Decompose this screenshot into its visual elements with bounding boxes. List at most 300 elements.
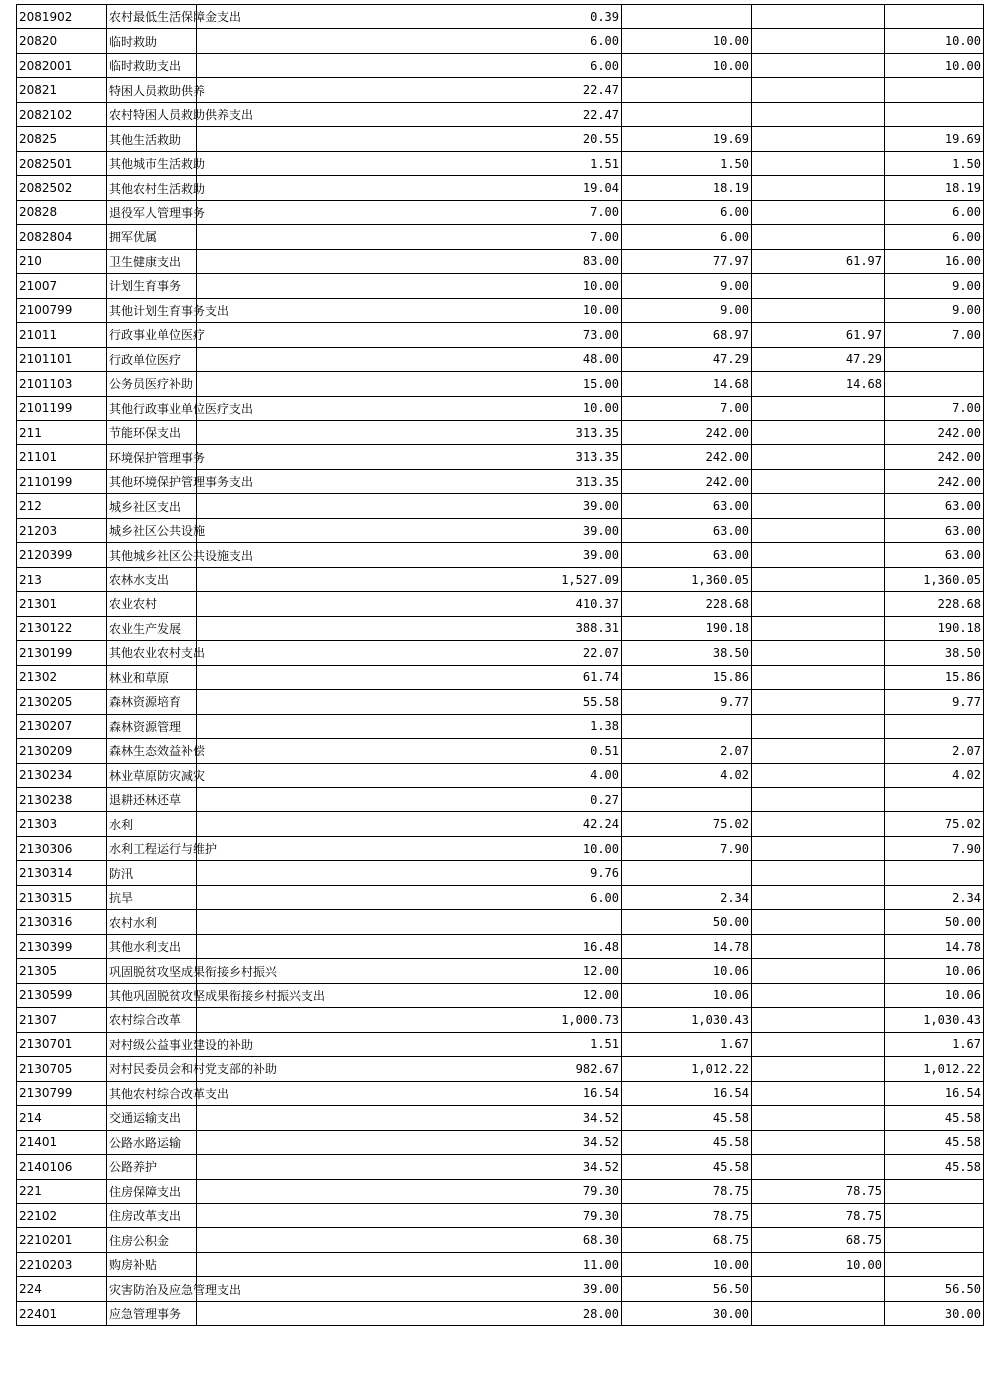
value-cell-3	[752, 1130, 885, 1154]
table-row	[17, 1008, 984, 1032]
value-cell-1: 0.51	[197, 739, 622, 763]
value-cell-2	[622, 861, 752, 885]
table-row	[17, 763, 984, 787]
name-cell: 其他农村生活救助	[107, 176, 197, 200]
code-cell: 2101101	[17, 347, 107, 371]
value-cell-2: 15.86	[622, 665, 752, 689]
table-row	[17, 347, 984, 371]
value-cell-3: 61.97	[752, 249, 885, 273]
value-cell-2: 9.77	[622, 690, 752, 714]
value-cell-3	[752, 788, 885, 812]
name-cell: 其他城乡社区公共设施支出	[107, 543, 197, 567]
value-cell-1: 10.00	[197, 836, 622, 860]
code-cell: 2130399	[17, 934, 107, 958]
name-cell: 水利	[107, 812, 197, 836]
value-cell-1: 22.07	[197, 641, 622, 665]
value-cell-1: 55.58	[197, 690, 622, 714]
code-cell: 2082502	[17, 176, 107, 200]
value-cell-1: 39.00	[197, 1277, 622, 1301]
value-cell-4: 45.58	[885, 1130, 984, 1154]
value-cell-2: 78.75	[622, 1179, 752, 1203]
code-cell: 2081902	[17, 5, 107, 29]
name-cell: 防汛	[107, 861, 197, 885]
value-cell-3	[752, 1277, 885, 1301]
value-cell-1: 39.00	[197, 518, 622, 542]
value-cell-1: 0.27	[197, 788, 622, 812]
table-row	[17, 836, 984, 860]
value-cell-2: 6.00	[622, 200, 752, 224]
code-cell: 2130314	[17, 861, 107, 885]
table-body	[17, 5, 984, 1326]
name-cell: 城乡社区支出	[107, 494, 197, 518]
value-cell-1: 79.30	[197, 1179, 622, 1203]
value-cell-1: 1.51	[197, 1032, 622, 1056]
table-row	[17, 1081, 984, 1105]
value-cell-2: 30.00	[622, 1301, 752, 1325]
value-cell-2: 6.00	[622, 225, 752, 249]
value-cell-4: 7.00	[885, 396, 984, 420]
value-cell-2: 1,012.22	[622, 1057, 752, 1081]
value-cell-4	[885, 347, 984, 371]
value-cell-3	[752, 274, 885, 298]
value-cell-3	[752, 53, 885, 77]
code-cell: 22401	[17, 1301, 107, 1325]
value-cell-2: 9.00	[622, 298, 752, 322]
value-cell-2: 10.06	[622, 959, 752, 983]
value-cell-2: 63.00	[622, 518, 752, 542]
name-cell: 拥军优属	[107, 225, 197, 249]
value-cell-3	[752, 200, 885, 224]
value-cell-1: 42.24	[197, 812, 622, 836]
value-cell-2: 63.00	[622, 543, 752, 567]
table-row	[17, 665, 984, 689]
value-cell-2: 2.07	[622, 739, 752, 763]
value-cell-2: 7.90	[622, 836, 752, 860]
name-cell: 其他水利支出	[107, 934, 197, 958]
table-row	[17, 592, 984, 616]
code-cell: 20825	[17, 127, 107, 151]
value-cell-1: 22.47	[197, 102, 622, 126]
table-row	[17, 567, 984, 591]
code-cell: 21401	[17, 1130, 107, 1154]
value-cell-1: 313.35	[197, 469, 622, 493]
name-cell: 森林生态效益补偿	[107, 739, 197, 763]
table-row	[17, 396, 984, 420]
value-cell-2: 1.67	[622, 1032, 752, 1056]
value-cell-2: 68.97	[622, 323, 752, 347]
code-cell: 21007	[17, 274, 107, 298]
name-cell: 其他行政事业单位医疗支出	[107, 396, 197, 420]
name-cell: 农业农村	[107, 592, 197, 616]
value-cell-4: 7.90	[885, 836, 984, 860]
table-row	[17, 1179, 984, 1203]
code-cell: 211	[17, 420, 107, 444]
value-cell-4: 4.02	[885, 763, 984, 787]
table-row	[17, 78, 984, 102]
value-cell-4: 63.00	[885, 518, 984, 542]
table-row	[17, 788, 984, 812]
code-cell: 2130205	[17, 690, 107, 714]
code-cell: 2130599	[17, 983, 107, 1007]
value-cell-1: 10.00	[197, 298, 622, 322]
table-row	[17, 543, 984, 567]
value-cell-1: 6.00	[197, 53, 622, 77]
value-cell-4: 45.58	[885, 1155, 984, 1179]
value-cell-3	[752, 592, 885, 616]
table-row	[17, 323, 984, 347]
value-cell-4: 6.00	[885, 225, 984, 249]
code-cell: 2082001	[17, 53, 107, 77]
value-cell-3	[752, 983, 885, 1007]
code-cell: 21307	[17, 1008, 107, 1032]
name-cell: 住房保障支出	[107, 1179, 197, 1203]
value-cell-2: 7.00	[622, 396, 752, 420]
value-cell-3: 10.00	[752, 1252, 885, 1276]
value-cell-1: 313.35	[197, 445, 622, 469]
value-cell-3	[752, 1081, 885, 1105]
value-cell-2: 19.69	[622, 127, 752, 151]
value-cell-3	[752, 469, 885, 493]
value-cell-2: 2.34	[622, 885, 752, 909]
value-cell-1: 9.76	[197, 861, 622, 885]
value-cell-4: 242.00	[885, 420, 984, 444]
code-cell: 2130234	[17, 763, 107, 787]
table-row	[17, 616, 984, 640]
code-cell: 2130209	[17, 739, 107, 763]
value-cell-2: 190.18	[622, 616, 752, 640]
name-cell: 应急管理事务	[107, 1301, 197, 1325]
table-row	[17, 1057, 984, 1081]
table-row	[17, 53, 984, 77]
table-row	[17, 494, 984, 518]
name-cell: 农村综合改革	[107, 1008, 197, 1032]
code-cell: 2082804	[17, 225, 107, 249]
value-cell-1: 7.00	[197, 200, 622, 224]
name-cell: 其他生活救助	[107, 127, 197, 151]
value-cell-1: 4.00	[197, 763, 622, 787]
value-cell-3	[752, 910, 885, 934]
value-cell-3	[752, 641, 885, 665]
value-cell-3	[752, 616, 885, 640]
value-cell-4: 10.00	[885, 53, 984, 77]
value-cell-3	[752, 225, 885, 249]
value-cell-1: 39.00	[197, 543, 622, 567]
name-cell: 退耕还林还草	[107, 788, 197, 812]
value-cell-4: 6.00	[885, 200, 984, 224]
table-row	[17, 445, 984, 469]
code-cell: 2130207	[17, 714, 107, 738]
table-row	[17, 885, 984, 909]
code-cell: 21203	[17, 518, 107, 542]
name-cell: 卫生健康支出	[107, 249, 197, 273]
name-cell: 计划生育事务	[107, 274, 197, 298]
value-cell-4: 1,012.22	[885, 1057, 984, 1081]
value-cell-4	[885, 372, 984, 396]
name-cell: 公务员医疗补助	[107, 372, 197, 396]
value-cell-1: 19.04	[197, 176, 622, 200]
value-cell-2	[622, 788, 752, 812]
value-cell-4: 7.00	[885, 323, 984, 347]
table-row	[17, 714, 984, 738]
name-cell: 临时救助	[107, 29, 197, 53]
value-cell-3	[752, 1008, 885, 1032]
value-cell-2: 68.75	[622, 1228, 752, 1252]
code-cell: 21011	[17, 323, 107, 347]
value-cell-3	[752, 1057, 885, 1081]
value-cell-4: 10.06	[885, 959, 984, 983]
value-cell-4	[885, 788, 984, 812]
value-cell-1: 34.52	[197, 1130, 622, 1154]
value-cell-1: 12.00	[197, 983, 622, 1007]
code-cell: 2130306	[17, 836, 107, 860]
name-cell: 农村最低生活保障金支出	[107, 5, 197, 29]
value-cell-4	[885, 102, 984, 126]
value-cell-4: 1.67	[885, 1032, 984, 1056]
value-cell-4: 2.34	[885, 885, 984, 909]
value-cell-3	[752, 567, 885, 591]
code-cell: 2101103	[17, 372, 107, 396]
name-cell: 农村特困人员救助供养支出	[107, 102, 197, 126]
table-row	[17, 518, 984, 542]
value-cell-4: 56.50	[885, 1277, 984, 1301]
value-cell-4	[885, 1179, 984, 1203]
value-cell-1: 11.00	[197, 1252, 622, 1276]
table-row	[17, 739, 984, 763]
code-cell: 21301	[17, 592, 107, 616]
table-row	[17, 1155, 984, 1179]
value-cell-3	[752, 1155, 885, 1179]
value-cell-1: 61.74	[197, 665, 622, 689]
code-cell: 21305	[17, 959, 107, 983]
code-cell: 2082102	[17, 102, 107, 126]
name-cell: 行政单位医疗	[107, 347, 197, 371]
value-cell-1: 10.00	[197, 396, 622, 420]
value-cell-2: 242.00	[622, 445, 752, 469]
value-cell-3	[752, 298, 885, 322]
name-cell: 水利工程运行与维护	[107, 836, 197, 860]
name-cell: 公路养护	[107, 1155, 197, 1179]
value-cell-3	[752, 836, 885, 860]
name-cell: 购房补贴	[107, 1252, 197, 1276]
value-cell-3	[752, 543, 885, 567]
value-cell-2: 14.68	[622, 372, 752, 396]
code-cell: 2210203	[17, 1252, 107, 1276]
code-cell: 2110199	[17, 469, 107, 493]
value-cell-4: 75.02	[885, 812, 984, 836]
value-cell-4	[885, 5, 984, 29]
value-cell-4: 1,360.05	[885, 567, 984, 591]
value-cell-2: 16.54	[622, 1081, 752, 1105]
value-cell-1: 1.51	[197, 151, 622, 175]
name-cell: 其他环境保护管理事务支出	[107, 469, 197, 493]
table-row	[17, 1130, 984, 1154]
value-cell-3	[752, 5, 885, 29]
table-row	[17, 1228, 984, 1252]
value-cell-2: 4.02	[622, 763, 752, 787]
value-cell-3	[752, 78, 885, 102]
value-cell-4: 9.00	[885, 298, 984, 322]
value-cell-3: 47.29	[752, 347, 885, 371]
value-cell-3	[752, 714, 885, 738]
code-cell: 2140106	[17, 1155, 107, 1179]
table-row	[17, 274, 984, 298]
value-cell-3	[752, 151, 885, 175]
value-cell-1: 79.30	[197, 1203, 622, 1227]
value-cell-3	[752, 396, 885, 420]
code-cell: 2130315	[17, 885, 107, 909]
value-cell-1: 39.00	[197, 494, 622, 518]
name-cell: 巩固脱贫攻坚成果衔接乡村振兴	[107, 959, 197, 983]
value-cell-3	[752, 934, 885, 958]
value-cell-4	[885, 1203, 984, 1227]
name-cell: 对村级公益事业建设的补助	[107, 1032, 197, 1056]
name-cell: 林业草原防灾减灾	[107, 763, 197, 787]
table-row	[17, 249, 984, 273]
value-cell-4: 9.77	[885, 690, 984, 714]
name-cell: 林业和草原	[107, 665, 197, 689]
value-cell-4: 38.50	[885, 641, 984, 665]
name-cell: 其他计划生育事务支出	[107, 298, 197, 322]
table-row	[17, 1106, 984, 1130]
value-cell-4: 18.19	[885, 176, 984, 200]
table-row	[17, 1301, 984, 1325]
value-cell-3: 78.75	[752, 1179, 885, 1203]
value-cell-3	[752, 861, 885, 885]
code-cell: 21101	[17, 445, 107, 469]
value-cell-1: 48.00	[197, 347, 622, 371]
table-row	[17, 176, 984, 200]
value-cell-2: 10.00	[622, 53, 752, 77]
name-cell: 其他农村综合改革支出	[107, 1081, 197, 1105]
code-cell: 21303	[17, 812, 107, 836]
value-cell-4: 14.78	[885, 934, 984, 958]
code-cell: 2130122	[17, 616, 107, 640]
name-cell: 退役军人管理事务	[107, 200, 197, 224]
value-cell-4: 228.68	[885, 592, 984, 616]
value-cell-2	[622, 714, 752, 738]
value-cell-3	[752, 959, 885, 983]
value-cell-2: 18.19	[622, 176, 752, 200]
value-cell-3	[752, 420, 885, 444]
value-cell-4	[885, 714, 984, 738]
name-cell: 森林资源管理	[107, 714, 197, 738]
table-row	[17, 690, 984, 714]
value-cell-4: 50.00	[885, 910, 984, 934]
value-cell-3	[752, 127, 885, 151]
value-cell-2: 242.00	[622, 420, 752, 444]
value-cell-1: 6.00	[197, 885, 622, 909]
code-cell: 221	[17, 1179, 107, 1203]
value-cell-3	[752, 445, 885, 469]
value-cell-2: 45.58	[622, 1106, 752, 1130]
value-cell-1: 83.00	[197, 249, 622, 273]
value-cell-3	[752, 885, 885, 909]
value-cell-4: 9.00	[885, 274, 984, 298]
value-cell-2: 10.00	[622, 29, 752, 53]
name-cell: 临时救助支出	[107, 53, 197, 77]
value-cell-4: 16.00	[885, 249, 984, 273]
name-cell: 其他农业农村支出	[107, 641, 197, 665]
value-cell-4: 16.54	[885, 1081, 984, 1105]
value-cell-1: 20.55	[197, 127, 622, 151]
value-cell-3	[752, 739, 885, 763]
table-row	[17, 102, 984, 126]
value-cell-3: 68.75	[752, 1228, 885, 1252]
code-cell: 212	[17, 494, 107, 518]
value-cell-1: 73.00	[197, 323, 622, 347]
value-cell-2: 10.06	[622, 983, 752, 1007]
name-cell: 特困人员救助供养	[107, 78, 197, 102]
value-cell-2: 242.00	[622, 469, 752, 493]
value-cell-3: 78.75	[752, 1203, 885, 1227]
value-cell-2: 9.00	[622, 274, 752, 298]
code-cell: 2210201	[17, 1228, 107, 1252]
name-cell: 住房公积金	[107, 1228, 197, 1252]
table-row	[17, 983, 984, 1007]
name-cell: 节能环保支出	[107, 420, 197, 444]
code-cell: 21302	[17, 665, 107, 689]
value-cell-2: 10.00	[622, 1252, 752, 1276]
value-cell-2: 50.00	[622, 910, 752, 934]
name-cell: 城乡社区公共设施	[107, 518, 197, 542]
value-cell-4	[885, 78, 984, 102]
table-row	[17, 469, 984, 493]
value-cell-1: 16.48	[197, 934, 622, 958]
table-row	[17, 420, 984, 444]
table-row	[17, 29, 984, 53]
table-row	[17, 861, 984, 885]
value-cell-2: 14.78	[622, 934, 752, 958]
table-row	[17, 5, 984, 29]
value-cell-4: 10.00	[885, 29, 984, 53]
value-cell-1: 12.00	[197, 959, 622, 983]
value-cell-4: 1,030.43	[885, 1008, 984, 1032]
value-cell-1: 10.00	[197, 274, 622, 298]
name-cell: 灾害防治及应急管理支出	[107, 1277, 197, 1301]
value-cell-3	[752, 29, 885, 53]
code-cell: 213	[17, 567, 107, 591]
table-row	[17, 372, 984, 396]
name-cell: 公路水路运输	[107, 1130, 197, 1154]
table-row	[17, 1032, 984, 1056]
name-cell: 行政事业单位医疗	[107, 323, 197, 347]
value-cell-1: 1.38	[197, 714, 622, 738]
value-cell-2: 228.68	[622, 592, 752, 616]
code-cell: 20820	[17, 29, 107, 53]
table-row	[17, 127, 984, 151]
name-cell: 其他城市生活救助	[107, 151, 197, 175]
code-cell: 2130705	[17, 1057, 107, 1081]
value-cell-2	[622, 78, 752, 102]
code-cell: 2130316	[17, 910, 107, 934]
value-cell-1: 15.00	[197, 372, 622, 396]
table-row	[17, 959, 984, 983]
code-cell: 214	[17, 1106, 107, 1130]
code-cell: 2100799	[17, 298, 107, 322]
value-cell-3	[752, 518, 885, 542]
value-cell-2: 56.50	[622, 1277, 752, 1301]
value-cell-4: 190.18	[885, 616, 984, 640]
value-cell-1: 982.67	[197, 1057, 622, 1081]
name-cell: 住房改革支出	[107, 1203, 197, 1227]
value-cell-3	[752, 176, 885, 200]
value-cell-3: 14.68	[752, 372, 885, 396]
value-cell-4: 63.00	[885, 543, 984, 567]
value-cell-1: 34.52	[197, 1155, 622, 1179]
value-cell-2: 1,360.05	[622, 567, 752, 591]
value-cell-1: 6.00	[197, 29, 622, 53]
value-cell-4: 242.00	[885, 469, 984, 493]
